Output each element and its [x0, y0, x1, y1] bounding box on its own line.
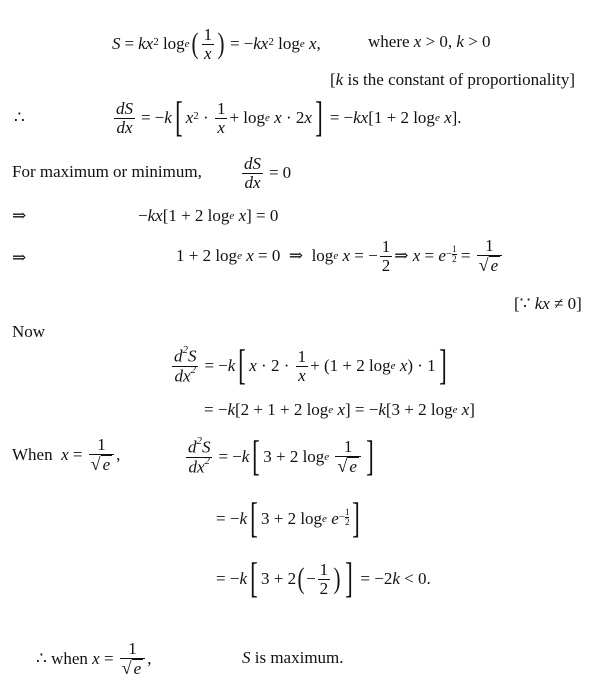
equation-solve-x: 1 + 2 log e x = 0 ⇒ log e x = − $\frac{1}{2}$ ⇒ x = e − $\frac{1}{2}$ = 1 √ e: [176, 228, 504, 284]
final-conclusion: S is maximum.: [242, 648, 344, 667]
max-min-label: For maximum or minimum,: [12, 162, 202, 181]
equation-factor-zero: − kx [1 + 2 log e x ] = 0: [138, 206, 279, 225]
when-condition: When x = 1 √ e ,: [12, 435, 121, 475]
note-kx-nonzero: [∵ kx ≠ 0]: [514, 294, 582, 313]
final-condition: ∴ when x = 1 √ e ,: [36, 639, 152, 679]
condition-text: where x > 0, k > 0: [368, 32, 491, 51]
equation-second-derivative: $\frac{d^2S}{dx^2}$ = − k [ x · 2 · $\frac{1}{x}$ + (1 + 2 log e x ) · 1 ]: [174, 343, 447, 389]
equation-evaluate-second-derivative: $\frac{d^2S}{dx^2}$ = − k [ 3 + 2 log e 1 √ e ]: [188, 434, 374, 480]
equation-first-derivative: $\frac{dS}{dx}$ = − k [ x 2 · $\frac{1}{x}$ + log e x · 2 x ] = − kx [1 + 2 log e x ].: [116, 95, 462, 141]
equation-s-definition: S = kx 2 log e ( $\frac{1}{x}$ ) = − kx 2 log e x ,: [112, 24, 321, 63]
equation-second-derivative-simplified: = − k [2 + 1 + 2 log e x ] = − k [3 + 2 log e x ]: [204, 400, 475, 419]
equation-derivative-zero: $\frac{dS}{dx}$ = 0: [244, 153, 292, 192]
equation-evaluate-step2: = − k [ 3 + 2 log e e − $\frac{1}{2}$ ]: [216, 496, 361, 542]
note-proportionality: [ k is the constant of proportionality]: [330, 70, 576, 89]
implies-symbol: ⇒: [12, 206, 27, 225]
now-label: Now: [12, 322, 46, 341]
equation-evaluate-result: = − k [ 3 + 2 ( − $\frac{1}{2}$ ) ] = −2 k < 0.: [216, 556, 431, 602]
therefore-symbol: ∴: [14, 108, 25, 127]
implies-symbol: ⇒: [12, 248, 27, 267]
